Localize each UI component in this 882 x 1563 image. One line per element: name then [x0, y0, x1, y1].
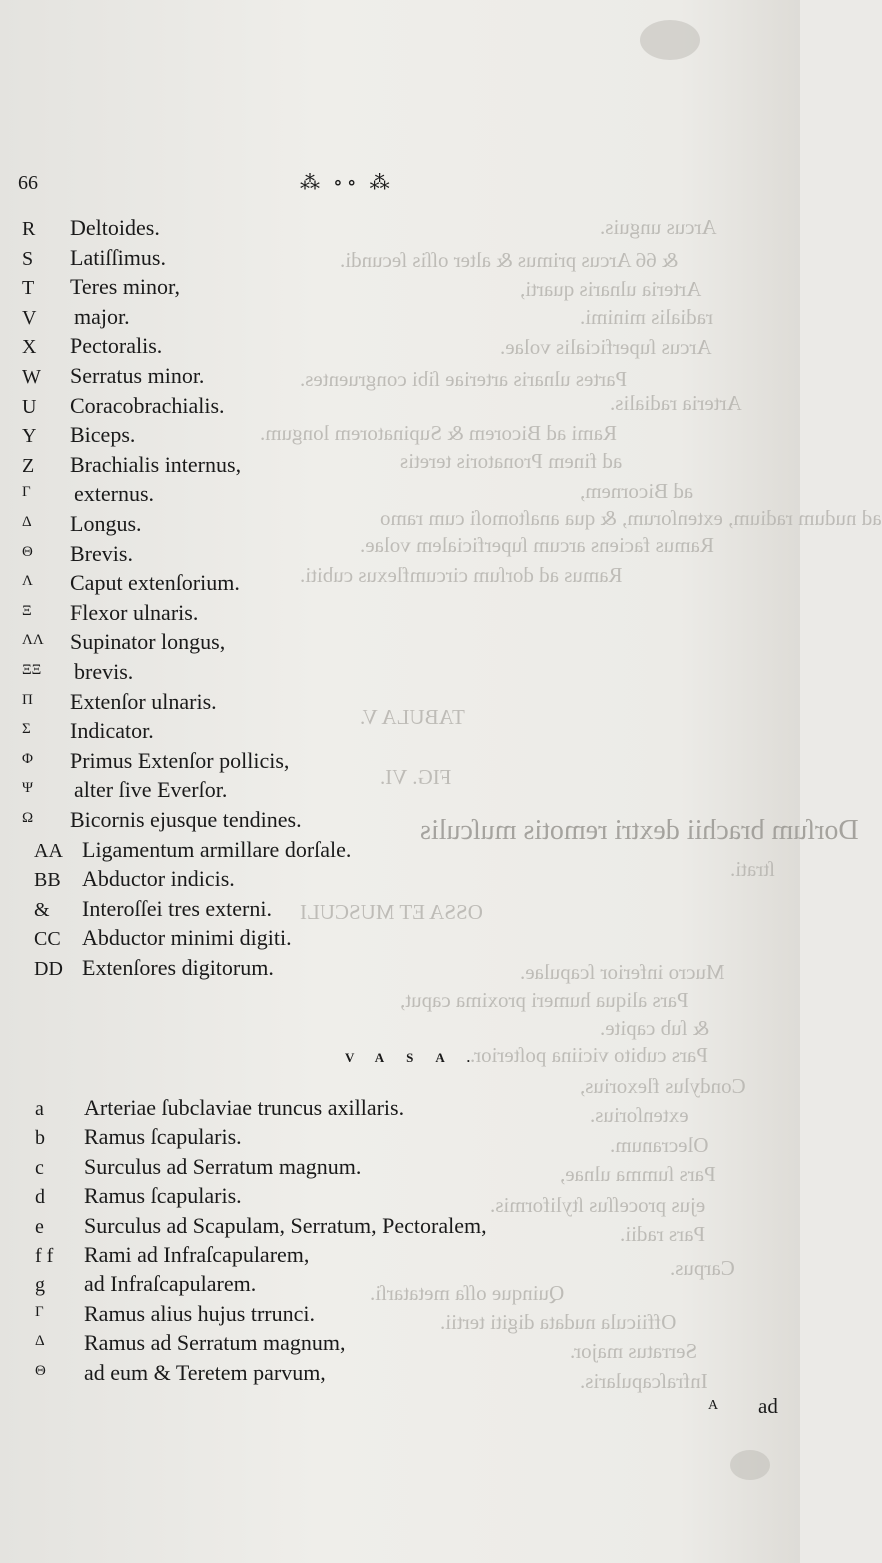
vessel-label: Γ — [35, 1303, 44, 1320]
show-through-line: & ſub capite. — [600, 1016, 710, 1040]
vessel-label: g — [35, 1274, 45, 1297]
muscle-label: Θ — [22, 543, 33, 560]
muscle-label: Σ — [22, 721, 31, 738]
muscle-text: Interoſſei tres externi. — [82, 895, 272, 921]
vessel-text: Surculus ad Scapulam, Serratum, Pectoralem, — [84, 1212, 487, 1238]
show-through-line: ejus proceſſus ſtyliformis. — [490, 1193, 706, 1217]
muscle-label: S — [22, 247, 34, 270]
vessel-text: ad Infraſcapularem. — [84, 1271, 257, 1297]
muscle-text: Teres minor, — [70, 274, 180, 300]
vessel-text: Ramus alius hujus trrunci. — [84, 1300, 315, 1326]
muscle-label: T — [22, 277, 35, 300]
muscle-text: Primus Extenſor pollicis, — [70, 747, 290, 773]
muscle-text: Brachialis internus, — [70, 451, 242, 477]
paper-stain — [640, 20, 700, 60]
show-through-line: radialis minimi. — [580, 305, 713, 329]
muscle-text: Coracobrachialis. — [70, 392, 225, 418]
show-through-line: Pars ſumma ulnae, — [560, 1162, 716, 1186]
muscle-label: W — [22, 366, 41, 388]
muscle-text: Ligamentum armillare dorſale. — [82, 836, 352, 862]
muscle-text: Abductor minimi digiti. — [82, 925, 292, 951]
show-through-line: Serratus major. — [570, 1339, 698, 1363]
show-through-line: Offiicula nudata digiti tertii. — [440, 1310, 677, 1334]
muscle-label: CC — [34, 928, 61, 951]
muscle-text: Longus. — [70, 511, 142, 536]
show-through-line: OSSA ET MUSCULI — [300, 900, 483, 924]
muscle-text: major. — [74, 303, 130, 329]
show-through-line: Dorſum brachii dextri remotis muſculis — [420, 815, 859, 846]
muscle-text: Serratus minor. — [70, 363, 205, 388]
muscle-label: DD — [34, 958, 63, 980]
vessel-label: f f — [35, 1245, 54, 1267]
show-through-line: Olecranum. — [610, 1133, 709, 1157]
muscle-label: Φ — [22, 750, 33, 767]
show-through-line: Pars aliqua humeri proxima caput, — [400, 988, 689, 1012]
show-through-line: ad nudum radium, extenſorum, & qua anaſtomoſi cum ramo — [380, 506, 882, 530]
muscle-text: Extenſores digitorum. — [82, 955, 274, 980]
vessel-label: c — [35, 1156, 44, 1179]
muscle-text: Extenſor ulnaris. — [70, 688, 217, 714]
vessel-label: b — [35, 1127, 45, 1150]
show-through-line: ad Bicornem, — [580, 479, 694, 503]
muscle-label: Γ — [22, 484, 31, 501]
muscle-text: Abductor indicis. — [82, 866, 235, 892]
vessel-label: Δ — [35, 1333, 45, 1350]
vessel-text: Ramus ſcapularis. — [84, 1183, 242, 1209]
header-ornament: ⁂ ∘∘ ⁂ — [300, 172, 394, 194]
show-through-line: extenſorius. — [590, 1103, 689, 1127]
show-through-line: Condylus flexorius, — [580, 1074, 746, 1098]
show-through-line: FIG. VI. — [380, 765, 452, 789]
muscle-label: Ω — [22, 810, 34, 826]
show-through-line: & 66 Arcus primus & alter oſſis ſecundi. — [340, 248, 679, 272]
show-through-line: Partes ulnaris arteriae ſibi congruentes. — [300, 367, 628, 391]
show-through-line: Rami ad Bicorem & Supinatorem longum. — [260, 421, 617, 445]
page-number: 66 — [18, 172, 38, 194]
show-through-line: Carpus. — [670, 1256, 735, 1280]
show-through-line: Ramus faciens arcum ſuperficialem volae. — [360, 533, 714, 557]
muscle-text: Indicator. — [70, 718, 154, 744]
muscle-label: Z — [22, 454, 35, 477]
muscle-label: ΛΛ — [22, 632, 44, 649]
muscle-label: ΞΞ — [22, 662, 42, 678]
muscle-text: Latiſſimus. — [70, 244, 166, 270]
show-through-line: Infraſcapularis. — [580, 1369, 708, 1393]
muscle-text: Brevis. — [70, 540, 133, 566]
muscle-text: Caput extenſorium. — [70, 570, 240, 596]
signature-mark: A — [708, 1398, 719, 1413]
muscle-label: Π — [22, 691, 33, 708]
muscle-text: alter ſive Everſor. — [74, 777, 228, 803]
show-through-line: Pars cubito viciina poſterior. — [470, 1043, 708, 1067]
show-through-line: Mucro inferior ſcapulae. — [520, 960, 725, 984]
vessel-label: d — [35, 1186, 45, 1209]
catchword: ad — [758, 1394, 778, 1418]
vessel-text: Ramus ad Serratum magnum, — [84, 1330, 346, 1356]
vessel-label: a — [35, 1098, 44, 1120]
muscle-label: & — [34, 898, 50, 921]
vessel-text: Surculus ad Serratum magnum. — [84, 1153, 362, 1179]
muscle-text: Pectoralis. — [70, 333, 163, 359]
muscle-label: V — [22, 306, 37, 329]
muscle-text: Deltoides. — [70, 215, 160, 240]
muscle-label: R — [22, 218, 36, 240]
muscle-label: Y — [22, 425, 37, 448]
vessel-text: Rami ad Infraſcapularem, — [84, 1242, 310, 1267]
show-through-line: TABULA V. — [360, 705, 465, 729]
muscle-text: externus. — [74, 481, 155, 507]
muscle-text: Bicornis ejusque tendines. — [70, 807, 302, 832]
vessel-text: Ramus ſcapularis. — [84, 1124, 242, 1150]
muscle-label: Λ — [22, 573, 33, 590]
muscle-label: Δ — [22, 514, 32, 530]
muscle-text: Biceps. — [70, 422, 136, 448]
muscle-label: Ψ — [22, 780, 34, 797]
show-through-line: Arcus ſuperficialis volae. — [500, 335, 712, 359]
muscle-label: BB — [34, 869, 61, 892]
muscle-label: AA — [34, 839, 63, 862]
show-through-line: Arteria ulnaris quarti, — [520, 277, 702, 301]
show-through-line: Pars radii. — [620, 1222, 706, 1246]
muscle-label: Ξ — [22, 602, 32, 619]
vessel-text: Arteriae ſubclaviae truncus axillaris. — [84, 1095, 405, 1120]
muscle-label: X — [22, 336, 37, 359]
show-through-line: ad finem Pronatoris teretis — [400, 449, 623, 473]
muscle-text: brevis. — [74, 659, 134, 684]
muscle-label: U — [22, 395, 37, 418]
show-through-line: Ramus ad dorſum circumflexus cubiti. — [300, 563, 623, 587]
muscle-text: Supinator longus, — [70, 629, 226, 655]
vasa-heading: VASA. — [345, 1050, 492, 1065]
paper-stain — [730, 1450, 770, 1480]
muscle-text: Flexor ulnaris. — [70, 599, 199, 625]
vessel-text: ad eum & Teretem parvum, — [84, 1359, 326, 1385]
vessel-label: Θ — [35, 1362, 46, 1379]
show-through-line: ſtrati. — [730, 857, 775, 881]
vessel-label: e — [35, 1215, 44, 1238]
show-through-line: Arcus unguis. — [600, 215, 717, 239]
show-through-line: Arteria radialis. — [610, 391, 742, 415]
show-through-line: Quinque oſſa metatarſi. — [370, 1281, 565, 1305]
